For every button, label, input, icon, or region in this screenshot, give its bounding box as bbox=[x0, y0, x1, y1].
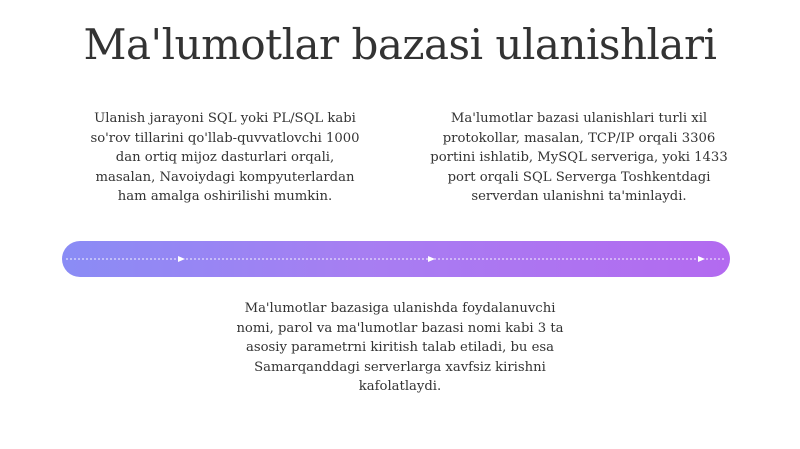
timeline-bar bbox=[62, 241, 730, 277]
text-block-bottom bbox=[220, 299, 580, 397]
text-line: port orqali SQL Serverga Toshkentdagi bbox=[447, 169, 711, 185]
text-line: serverdan ulanishni ta'minlaydi. bbox=[471, 189, 687, 204]
text-line: masalan, Navoiydagi kompyuterlardan bbox=[95, 169, 355, 185]
text-block-left bbox=[64, 109, 386, 207]
text-line: so'rov tillarini qo'llab-quvvatlovchi 1000 bbox=[90, 130, 360, 146]
text-line: dan ortiq mijoz dasturlari orqali, bbox=[115, 150, 335, 165]
slide-title: Ma'lumotlar bazasi ulanishlari bbox=[83, 20, 717, 69]
text-line: nomi, parol va ma'lumotlar bazasi nomi kabi 3 ta bbox=[236, 320, 564, 336]
text-line: Samarqanddagi serverlarga xavfsiz kirishni bbox=[254, 359, 546, 375]
text-line: kafolatlaydi. bbox=[358, 379, 442, 394]
text-line: ham amalga oshirilishi mumkin. bbox=[117, 189, 333, 204]
text-line: portini ishlatib, MySQL serveriga, yoki 1433 bbox=[430, 150, 728, 165]
text-line: Ulanish jarayoni SQL yoki PL/SQL kabi bbox=[94, 111, 356, 126]
text-line: Ma'lumotlar bazasiga ulanishda foydalanuvchi bbox=[244, 301, 556, 316]
timeline-arrow-icon bbox=[428, 256, 435, 262]
text-line: protokollar, masalan, TCP/IP orqali 3306 bbox=[442, 130, 716, 146]
text-block-right bbox=[418, 109, 740, 207]
timeline-arrows bbox=[62, 241, 730, 277]
timeline-arrow-icon bbox=[698, 256, 705, 262]
text-line: asosiy parametrni kiritish talab etiladi, bu esa bbox=[245, 340, 555, 355]
timeline-arrow-icon bbox=[178, 256, 185, 262]
text-line: Ma'lumotlar bazasi ulanishlari turli xil bbox=[450, 111, 708, 126]
